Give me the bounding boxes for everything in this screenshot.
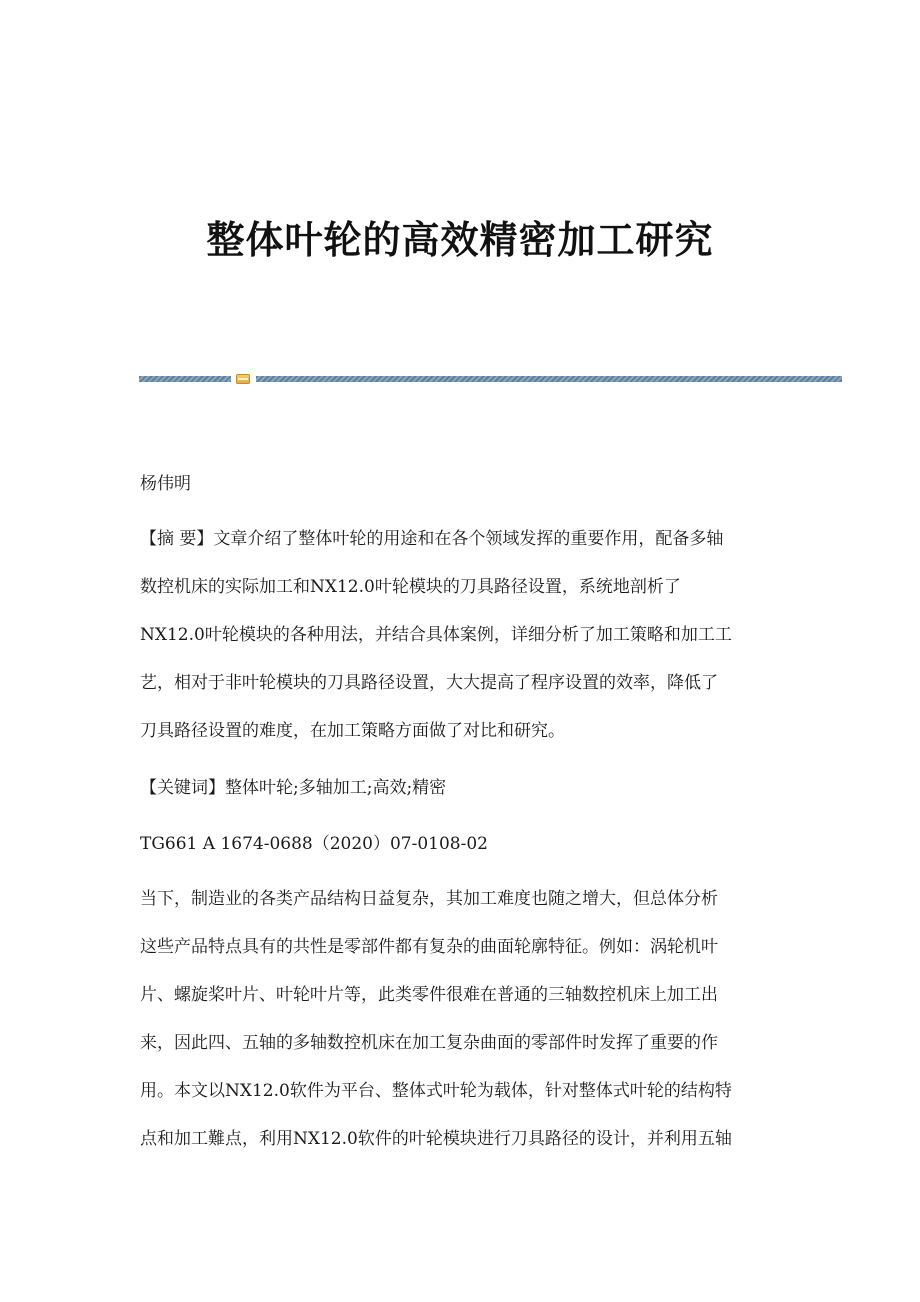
document-title: 整体叶轮的高效精密加工研究 <box>206 217 714 262</box>
body-paragraph <box>140 875 780 1163</box>
body-line: 片、螺旋桨叶片、叶轮叶片等，此类零件很难在普通的三轴数控机床上加工出 <box>140 985 718 1005</box>
body-line: 当下，制造业的各类产品结构日益复杂，其加工难度也随之增大，但总体分析 <box>140 889 718 909</box>
abstract-line: 艺，相对于非叶轮模块的刀具路径设置，大大提高了程序设置的效率，降低了 <box>140 673 718 693</box>
body-line: 用。本文以NX12.0软件为平台、整体式叶轮为载体，针对整体式叶轮的结构特 <box>140 1081 732 1101</box>
abstract-line: 【摘 要】文章介绍了整体叶轮的用途和在各个领域发挥的重要作用，配备多轴 <box>140 529 724 549</box>
body-line: 这些产品特点具有的共性是零部件都有复杂的曲面轮廓特征。例如：涡轮机叶 <box>140 937 718 957</box>
abstract-line: 数控机床的实际加工和NX12.0叶轮模块的刀具路径设置，系统地剖析了 <box>140 577 681 597</box>
abstract-line: 刀具路径设置的难度，在加工策略方面做了对比和研究。 <box>140 721 565 741</box>
divider-bar-left <box>139 376 231 382</box>
body-line: 来，因此四、五轴的多轴数控机床在加工复杂曲面的零部件时发挥了重要的作 <box>140 1033 718 1053</box>
divider-ornament-icon <box>236 374 250 384</box>
classification-line: TG661 A 1674-0688（2020）07-0108-02 <box>140 834 489 854</box>
abstract-line: NX12.0叶轮模块的各种用法，并结合具体案例，详细分析了加工策略和加工工 <box>140 625 732 645</box>
author-name: 杨伟明 <box>140 474 191 494</box>
keywords-line: 【关键词】整体叶轮;多轴加工;高效;精密 <box>140 778 447 798</box>
body-line: 点和加工難点，利用NX12.0软件的叶轮模块进行刀具路径的设计，并利用五轴 <box>140 1129 732 1149</box>
divider-bar-right <box>256 376 842 382</box>
abstract-paragraph <box>140 515 780 755</box>
title-divider <box>139 374 842 384</box>
